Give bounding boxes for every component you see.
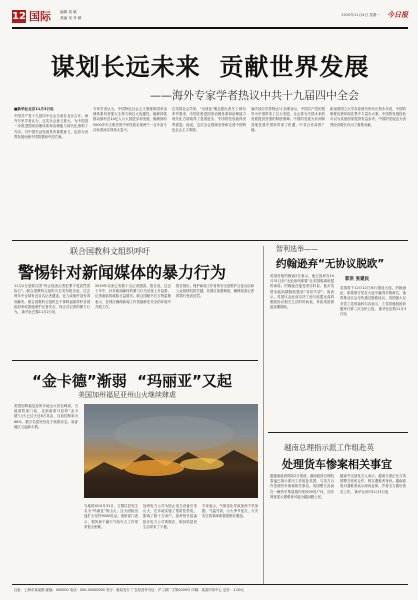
article2-body-3: 报告指出，保护新闻工作者的安全是维护言论自由和公众知情权的关键，各国应加强调查，确保侵害记者的罪行受到惩罚。 xyxy=(176,284,254,299)
article2-bottom-rule xyxy=(12,360,258,361)
lead-column-4: 塞内加尔学者阿达马·加耶表示，中国共产党的领导为中国带来了巨大发展，全会将为中国未来的发展提供坚强的制度保障。中国的发展为非洲和其他发展中国家带来了机遇，中非合作前景广阔。 xyxy=(251,107,325,132)
page-header xyxy=(12,10,408,24)
header-date: 2019年11月4日 星期一 xyxy=(341,13,380,17)
article2-body-2: 2019年以来已有数十名记者遇害。报告说，过去十年中，针对新闻媒体的暴力行为呈现上升趋势，记者面临的威胁日益增多。联合国秘书长古特雷斯表示，各国应确保新闻工作者能够在安全的环境中开展工作。 xyxy=(95,284,171,309)
article4-column-1: 美国加利福尼亚州多地山火仍在肆虐，当地消防部门说，北部索诺马县的“金卡德”山火已过火近8万英亩，目前控制率为68%，数万名居民仍处于疏散状态。南部地区又起新火情。 xyxy=(14,404,78,429)
article4-subhead: 美国加州福尼亚州山火继续肆虐 xyxy=(78,391,176,399)
article2-headline: 警惕针对新闻媒体的暴力行为 xyxy=(18,263,227,282)
article4-column-3: 加州电力公司为防止电力设备引发山火，在多地实施了预防性停电，影响了数十万用户。加州州长纽森批评电力公司的做法，称其给居民生活带来了不便。 xyxy=(143,504,197,529)
page-number-badge xyxy=(12,10,26,23)
footer-text: 社址：上海市某某路 邮编：000000 电话：000-00000000 发行：邮局发行 广告经营许可证：沪工商广字第0000号 印刷：某某印务中心 定价：1.00元 xyxy=(14,588,245,592)
footer-rule xyxy=(12,584,408,585)
lead-bottom-rule xyxy=(12,240,408,241)
article3-body-1: 英国首相约翰逊2日表示，他已放弃在10月31日前“无论如何都要”让英国脱离欧盟的承诺。约翰逊在接受采访时说，他对英国未能如期脱欧感到“非常失望”。他表示，英国议会此前否决了他与欧盟达成的脱欧协议相关立法的时间表，导致英国被迫延期脱欧。 xyxy=(270,274,334,310)
lead-column-3: 在英国社会学家、“全球化”概念提出者马丁·阿尔布劳看来，中国在推进国家治理体系和治理能力现代化方面取得了显著进步，中国的经验值得世界借鉴。他说，这次全会强调坚持和完善中国特色社会主义制度。 xyxy=(172,107,246,132)
masthead-logo: 今日报 xyxy=(387,11,408,19)
article4-headline: “金卡德”渐弱 “玛丽亚”又起 xyxy=(32,372,232,390)
article3-headline: 约翰逊弃“无协议脱欧” xyxy=(276,258,385,270)
article3-bottom-rule xyxy=(268,432,408,433)
proof-credit: 美编 吴 丹 颖 xyxy=(60,16,82,20)
article3-kicker: 智利选举—— xyxy=(276,245,318,253)
article3-author: 郭洪 张建民 xyxy=(345,277,370,282)
article2-kicker: 联合国教科文组织呼吁 xyxy=(70,247,150,256)
section-name: 国际 xyxy=(29,10,51,23)
article5-kicker: 越南总理指示派工作组赴英 xyxy=(284,443,374,452)
editor-credit: 编辑 周 敏 xyxy=(60,10,77,14)
wildfire-photo xyxy=(84,404,258,498)
article5-headline: 处理货车惨案相关事宜 xyxy=(282,458,392,471)
article3-body-2: 英国将于12月12日举行提前大选。约翰逊说，如果保守党在大选中赢得多数席位，他将推动议会尽快通过脱欧协议。英国最大反对党工党领袖科尔宾表示，工党将就脱欧问题举行第二次全民公投。 新华社伦敦11月3日电 xyxy=(340,286,406,317)
article5-body-1: 据越南政府网站2日报道，越南政府总理阮春福已指示派出工作组赴英国，与英方合作处理货车惨案相关事宜。英国警方此前在一辆货车集装箱内发现39具尸体，初步调查显示遇难者可能为越南籍公民。 xyxy=(270,474,334,499)
lead-column-5: 新加坡国立大学东亚研究所所长郑永年说，中国的制度优势体现在集中力量办大事，中国的发展经验可以为其他国家提供有益参考，中国的发展也为世界经济增长作出了重要贡献。 xyxy=(330,107,406,127)
page-number: 12 xyxy=(12,11,26,22)
wildfire-illustration xyxy=(84,404,258,498)
column-divider xyxy=(263,246,264,584)
article2-body-1: 11月2日是联合国“终止侵害记者犯罪不受惩罚国际日”。联合国教科文组织当日发布报告说，过去两年中全球有近百名记者遇害，近九成案件没有得到解决。联合国教科文组织总干事阿祖莱呼吁各国政府采取措施保护记者安全，终止对记者的暴力行为。 新华社巴黎11月2日电 xyxy=(14,284,90,315)
article4-column-2: 当地时间10月31日，文图拉县发生名为“玛丽亚”的山火，过火面积迅速扩大至约9000英亩。消防部门表示，强风和干燥天气给灭火工作带来很大困难。 xyxy=(84,504,138,529)
article4-column-4: 专家表示，气候变化导致加州干旱加剧、气温升高，山火季节延长，火灾发生的频率和强度都在增加。 xyxy=(202,504,258,519)
header-rule xyxy=(12,27,408,29)
lead-subhead: ——海外专家学者热议中共十九届四中全会 xyxy=(150,89,359,102)
lead-column-1: 中国共产党十九届四中全会日前在北京召开。海外专家学者认为，这次全会意义重大，为中国进一步推进国家治理体系和治理能力现代化指明了方向，对中国长远发展具有重要意义，也将为世界发展贡献中国智慧和中国方案。 xyxy=(14,114,88,139)
lead-column-2: 专家学者认为，中国特色社会主义制度和国家治理体系具有强大生命力和巨大优越性，能够持续推动拥有近14亿人口大国进步和发展，确保拥有5000多年文明史的中华民族实现两个一百年奋斗目标进而实现伟大复兴。 xyxy=(93,107,167,132)
lead-headline: 谋划长远未来 贡献世界发展 xyxy=(50,53,370,81)
article5-body-2: 越南外交部发言人表示，越南方面正在与英国警方密切合作，核实遇难者身份。越南政府对遇难者表示深切哀悼，并将全力做好善后工作。 新华社河内11月3日电 xyxy=(340,474,406,494)
lead-byline: ■新华社北京11月3日电 xyxy=(14,107,54,111)
